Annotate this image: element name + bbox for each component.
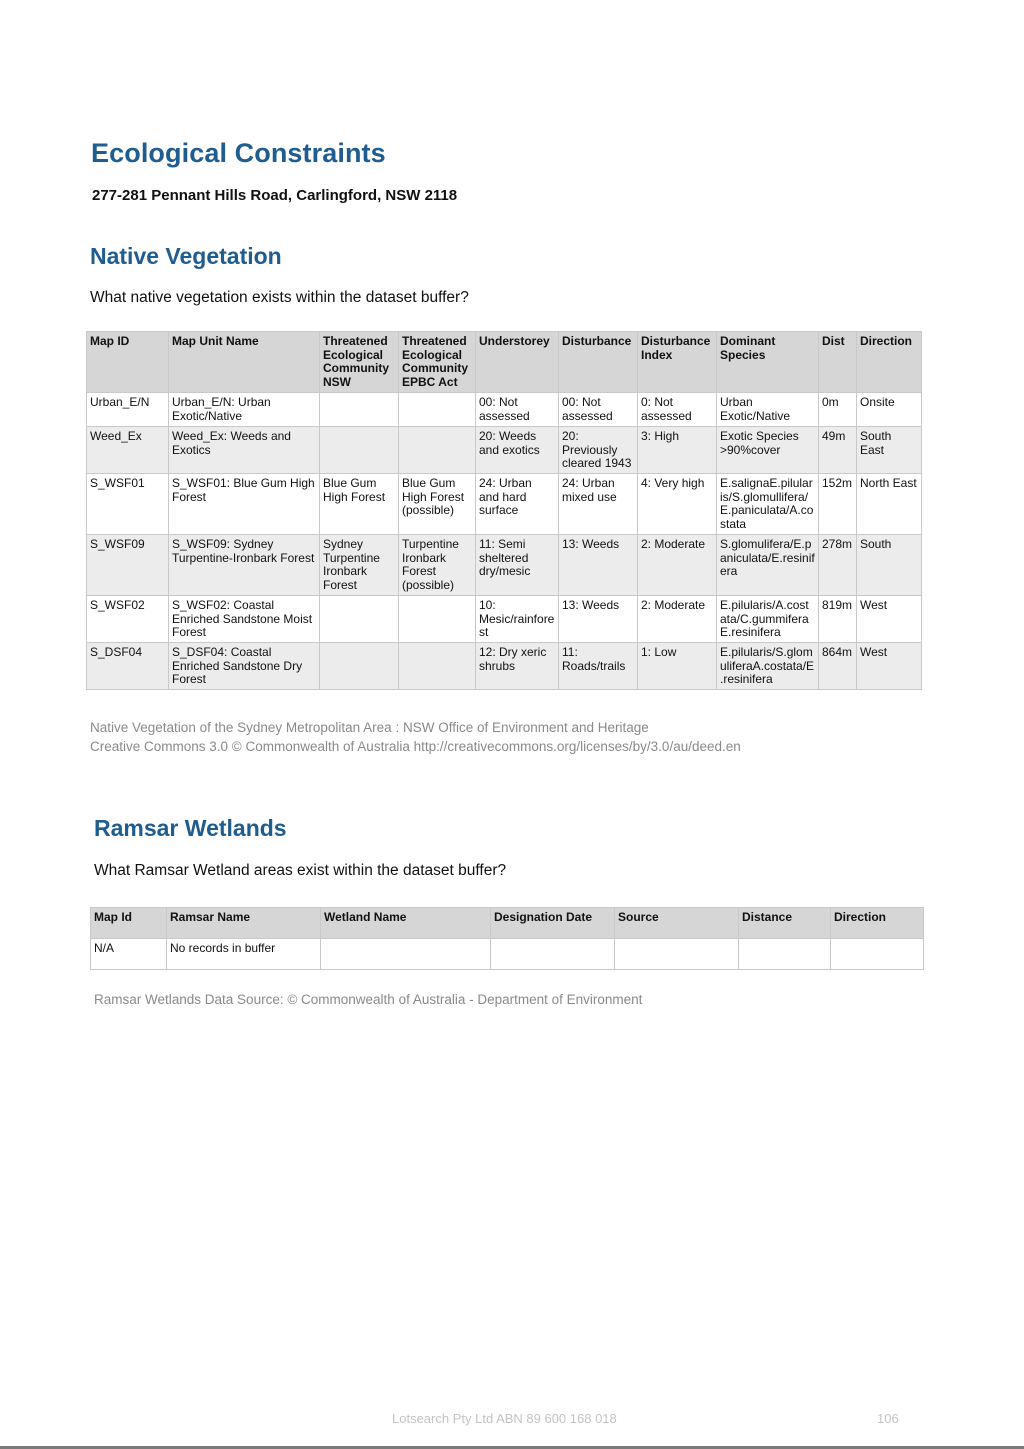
cell-disturbance-index: 2: Moderate xyxy=(638,596,717,643)
table-row xyxy=(87,393,922,427)
table-row xyxy=(87,596,922,643)
cell-map-id: N/A xyxy=(91,939,167,970)
cell-tec-nsw: Blue Gum High Forest xyxy=(320,474,399,535)
column-header-understorey: Understorey xyxy=(476,332,559,393)
source-line: Creative Commons 3.0 © Commonwealth of Australia http://creativecommons.org/licenses/by/3.0/au/deed.en xyxy=(90,739,741,754)
cell-understorey: 24: Urban and hard surface xyxy=(476,474,559,535)
column-header-direction: Direction xyxy=(857,332,922,393)
cell-understorey: 12: Dry xeric shrubs xyxy=(476,643,559,690)
source-line: Native Vegetation of the Sydney Metropolitan Area : NSW Office of Environment and Heritage xyxy=(90,720,649,735)
native-vegetation-source xyxy=(90,718,741,756)
cell-disturbance: 24: Urban mixed use xyxy=(559,474,638,535)
cell-map-unit-name: Weed_Ex: Weeds and Exotics xyxy=(169,427,320,474)
cell-map-unit-name: S_WSF09: Sydney Turpentine-Ironbark Forest xyxy=(169,535,320,596)
cell-tec-epbc: Turpentine Ironbark Forest (possible) xyxy=(399,535,476,596)
cell-direction: South xyxy=(857,535,922,596)
cell-understorey: 20: Weeds and exotics xyxy=(476,427,559,474)
cell-disturbance-index: 4: Very high xyxy=(638,474,717,535)
cell-map-id: S_WSF09 xyxy=(87,535,169,596)
column-header-distance: Distance xyxy=(739,908,831,939)
column-header-map-unit-name: Map Unit Name xyxy=(169,332,320,393)
ramsar-source: Ramsar Wetlands Data Source: © Commonwealth of Australia - Department of Environment xyxy=(94,992,643,1007)
cell-distance xyxy=(739,939,831,970)
cell-direction: North East xyxy=(857,474,922,535)
column-header-dominant-species: Dominant Species xyxy=(717,332,819,393)
column-header-tec-epbc: Threatened Ecological Community EPBC Act xyxy=(399,332,476,393)
cell-tec-epbc xyxy=(399,643,476,690)
page-title: Ecological Constraints xyxy=(91,138,386,168)
cell-map-id: Weed_Ex xyxy=(87,427,169,474)
cell-tec-epbc xyxy=(399,596,476,643)
cell-dist: 49m xyxy=(819,427,857,474)
table-row xyxy=(87,643,922,690)
cell-disturbance-index: 0: Not assessed xyxy=(638,393,717,427)
column-header-ramsar-name: Ramsar Name xyxy=(167,908,321,939)
ramsar-wetlands-question: What Ramsar Wetland areas exist within the dataset buffer? xyxy=(94,862,507,879)
column-header-designation-date: Designation Date xyxy=(491,908,615,939)
cell-dominant-species: Exotic Species >90%cover xyxy=(717,427,819,474)
cell-disturbance-index: 1: Low xyxy=(638,643,717,690)
cell-tec-epbc xyxy=(399,393,476,427)
cell-dist: 819m xyxy=(819,596,857,643)
cell-direction: West xyxy=(857,596,922,643)
cell-map-id: S_WSF02 xyxy=(87,596,169,643)
page-number: 106 xyxy=(877,1411,899,1426)
cell-tec-nsw xyxy=(320,393,399,427)
cell-direction: Onsite xyxy=(857,393,922,427)
cell-dominant-species: E.salignaE.pilularis/S.glomullifera/E.paniculata/A.costata xyxy=(717,474,819,535)
cell-map-unit-name: Urban_E/N: Urban Exotic/Native xyxy=(169,393,320,427)
cell-dist: 278m xyxy=(819,535,857,596)
column-header-wetland-name: Wetland Name xyxy=(321,908,491,939)
cell-dominant-species: E.pilularis/A.costata/C.gummifera E.resinifera xyxy=(717,596,819,643)
column-header-tec-nsw: Threatened Ecological Community NSW xyxy=(320,332,399,393)
table-header-row xyxy=(91,908,924,939)
cell-map-unit-name: S_WSF01: Blue Gum High Forest xyxy=(169,474,320,535)
cell-direction: South East xyxy=(857,427,922,474)
cell-disturbance: 13: Weeds xyxy=(559,535,638,596)
cell-map-unit-name: S_DSF04: Coastal Enriched Sandstone Dry Forest xyxy=(169,643,320,690)
cell-dist: 152m xyxy=(819,474,857,535)
cell-tec-epbc: Blue Gum High Forest (possible) xyxy=(399,474,476,535)
cell-understorey: 11: Semi sheltered dry/mesic xyxy=(476,535,559,596)
cell-understorey: 10: Mesic/rainforest xyxy=(476,596,559,643)
column-header-disturbance: Disturbance xyxy=(559,332,638,393)
table-row xyxy=(87,535,922,596)
native-vegetation-heading: Native Vegetation xyxy=(90,243,282,269)
table-row xyxy=(87,474,922,535)
cell-tec-epbc xyxy=(399,427,476,474)
native-vegetation-question: What native vegetation exists within the dataset buffer? xyxy=(90,289,469,306)
cell-map-id: Urban_E/N xyxy=(87,393,169,427)
cell-tec-nsw xyxy=(320,427,399,474)
cell-disturbance: 13: Weeds xyxy=(559,596,638,643)
table-row xyxy=(91,939,924,970)
column-header-map-id: Map Id xyxy=(91,908,167,939)
cell-tec-nsw xyxy=(320,643,399,690)
footer-company: Lotsearch Pty Ltd ABN 89 600 168 018 xyxy=(392,1411,617,1426)
cell-tec-nsw xyxy=(320,596,399,643)
cell-dist: 0m xyxy=(819,393,857,427)
table-row xyxy=(87,427,922,474)
cell-source xyxy=(615,939,739,970)
cell-dominant-species: E.pilularis/S.glomuliferaA.costata/E.resinifera xyxy=(717,643,819,690)
cell-disturbance: 20: Previously cleared 1943 xyxy=(559,427,638,474)
cell-map-id: S_DSF04 xyxy=(87,643,169,690)
cell-direction xyxy=(831,939,924,970)
column-header-disturbance-index: Disturbance Index xyxy=(638,332,717,393)
cell-disturbance-index: 3: High xyxy=(638,427,717,474)
native-vegetation-table xyxy=(86,331,922,690)
cell-dominant-species: Urban Exotic/Native xyxy=(717,393,819,427)
column-header-dist: Dist xyxy=(819,332,857,393)
column-header-direction: Direction xyxy=(831,908,924,939)
cell-designation-date xyxy=(491,939,615,970)
cell-ramsar-name: No records in buffer xyxy=(167,939,321,970)
ramsar-wetlands-table xyxy=(90,907,924,970)
cell-understorey: 00: Not assessed xyxy=(476,393,559,427)
cell-disturbance: 00: Not assessed xyxy=(559,393,638,427)
column-header-source: Source xyxy=(615,908,739,939)
cell-disturbance-index: 2: Moderate xyxy=(638,535,717,596)
cell-disturbance: 11: Roads/trails xyxy=(559,643,638,690)
cell-direction: West xyxy=(857,643,922,690)
cell-tec-nsw: Sydney Turpentine Ironbark Forest xyxy=(320,535,399,596)
site-address: 277-281 Pennant Hills Road, Carlingford, NSW 2118 xyxy=(92,187,458,204)
column-header-map-id: Map ID xyxy=(87,332,169,393)
table-header-row xyxy=(87,332,922,393)
cell-map-id: S_WSF01 xyxy=(87,474,169,535)
ramsar-wetlands-heading: Ramsar Wetlands xyxy=(94,815,287,841)
cell-map-unit-name: S_WSF02: Coastal Enriched Sandstone Moist Forest xyxy=(169,596,320,643)
cell-dominant-species: S.glomulifera/E.paniculata/E.resinifera xyxy=(717,535,819,596)
cell-dist: 864m xyxy=(819,643,857,690)
cell-wetland-name xyxy=(321,939,491,970)
